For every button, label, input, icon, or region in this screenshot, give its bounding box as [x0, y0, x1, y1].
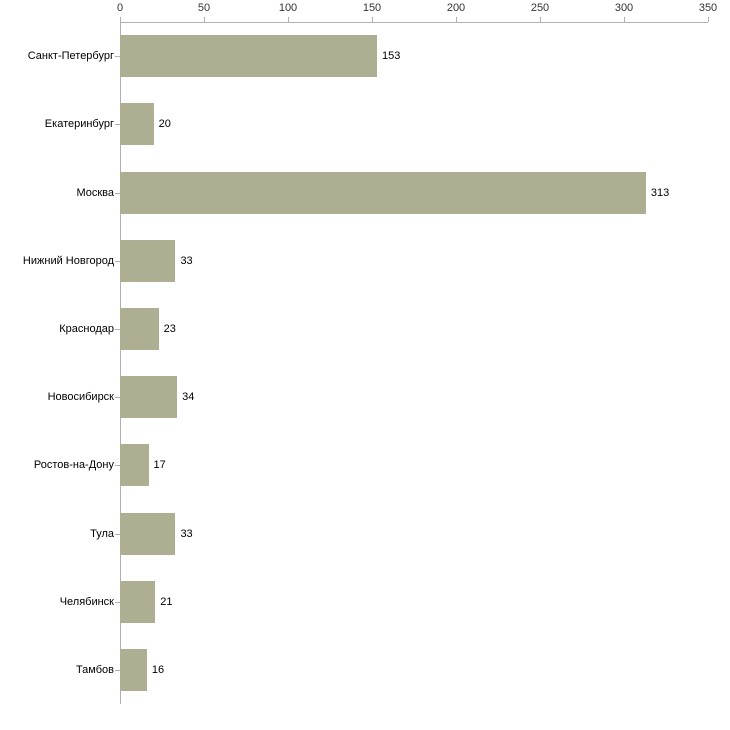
bar[interactable]	[120, 376, 177, 418]
category-label: Москва	[76, 186, 114, 199]
x-tick-label: 350	[698, 2, 718, 14]
bar-value-label: 33	[180, 527, 193, 540]
category-label: Нижний Новгород	[22, 254, 114, 267]
category-label: Санкт-Петербург	[27, 50, 114, 63]
x-tick-mark	[624, 17, 625, 22]
y-tick-mark	[115, 670, 120, 671]
bar-value-label: 17	[153, 459, 166, 472]
category-label: Челябинск	[59, 595, 114, 608]
category-label: Ростов-на-Дону	[33, 459, 114, 472]
bar-value-label: 313	[650, 186, 670, 199]
x-tick-mark	[456, 17, 457, 22]
bar[interactable]	[120, 103, 154, 145]
x-tick-mark	[372, 17, 373, 22]
x-tick-mark	[288, 17, 289, 22]
bar[interactable]	[120, 240, 175, 282]
x-tick-label: 300	[614, 2, 634, 14]
x-tick-label: 100	[278, 2, 298, 14]
x-tick-label: 250	[530, 2, 550, 14]
bar[interactable]	[120, 35, 377, 77]
bar-value-label: 16	[151, 663, 165, 676]
bar-value-label: 33	[180, 254, 193, 267]
y-tick-mark	[115, 534, 120, 535]
category-label: Тула	[90, 527, 114, 540]
category-label: Новосибирск	[47, 391, 114, 404]
y-tick-mark	[115, 56, 120, 57]
bar-value-label: 153	[382, 50, 401, 63]
y-tick-mark	[115, 397, 120, 398]
y-tick-mark	[115, 193, 120, 194]
category-axis	[0, 22, 120, 704]
x-tick-mark	[708, 17, 709, 22]
x-tick-mark	[540, 17, 541, 22]
category-label: Краснодар	[59, 322, 114, 335]
bar-value-label: 23	[163, 322, 176, 335]
x-tick-label: 50	[197, 2, 211, 14]
y-tick-mark	[115, 261, 120, 262]
category-label: Тамбов	[75, 663, 114, 676]
y-tick-mark	[115, 602, 120, 603]
y-tick-mark	[115, 329, 120, 330]
plot-area	[120, 22, 708, 704]
bar[interactable]	[120, 308, 159, 350]
y-tick-mark	[115, 465, 120, 466]
x-tick-label: 200	[446, 2, 466, 14]
x-tick-label: 150	[362, 2, 382, 14]
bar-value-label: 34	[182, 391, 195, 404]
bar[interactable]	[120, 649, 147, 691]
x-tick-mark	[120, 17, 121, 22]
bar[interactable]	[120, 513, 175, 555]
x-tick-label: 0	[116, 2, 124, 14]
y-tick-mark	[115, 124, 120, 125]
bar-value-label: 20	[158, 118, 171, 131]
category-label: Екатеринбург	[44, 118, 114, 131]
x-tick-mark	[204, 17, 205, 22]
bar[interactable]	[120, 172, 646, 214]
bar[interactable]	[120, 444, 149, 486]
bar[interactable]	[120, 581, 155, 623]
bar-value-label: 21	[160, 595, 173, 608]
